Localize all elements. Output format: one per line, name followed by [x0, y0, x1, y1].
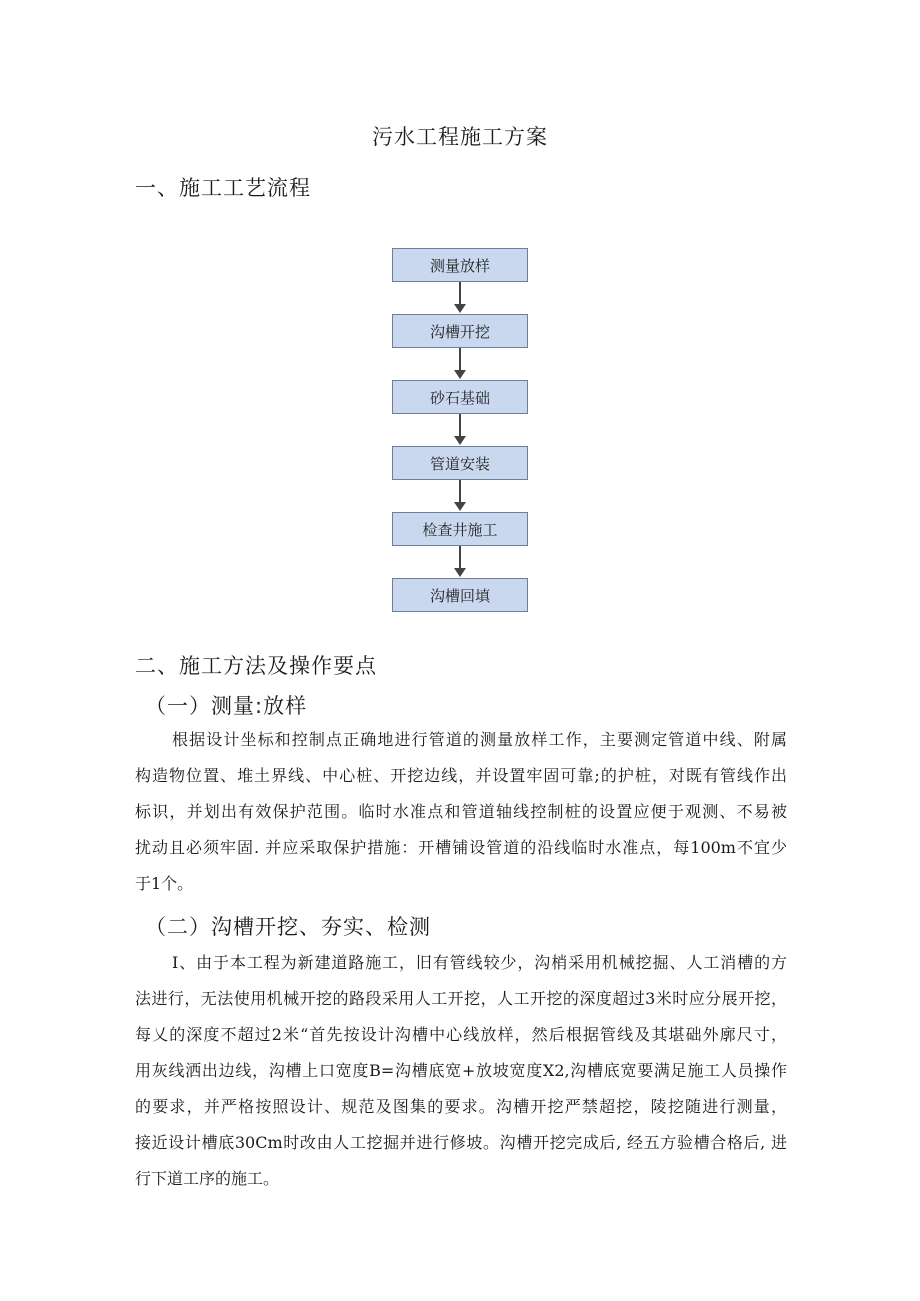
paragraph-line: 标识，并划出有效保护范围。临时水准点和管道轴线控制桩的设置应便于观测、不易被 — [135, 802, 787, 821]
flow-step-pipe-installation: 管道安装 — [392, 446, 528, 480]
subsection-heading-survey: （一）测量:放样 — [145, 694, 308, 718]
document-title: 污水工程施工方案 — [372, 125, 548, 149]
paragraph-survey — [135, 722, 787, 902]
paragraph-line: 于1个。 — [135, 874, 194, 893]
paragraph-trench — [135, 945, 787, 1197]
paragraph-line: 扰动且必须牢固. 并应采取保护措施：开槽铺设管道的沿线临时水准点，每100m不宜少 — [135, 838, 787, 857]
flow-arrow — [458, 480, 462, 512]
subsection-heading-trench: （二）沟槽开挖、夯实、检测 — [145, 915, 431, 939]
paragraph-line: 根据设计坐标和控制点正确地进行管道的测量放样工作，主要测定管道中线、附属 — [172, 730, 787, 749]
section-heading-methods: 二、施工方法及操作要点 — [135, 654, 377, 678]
paragraph-line: 的要求，并严格按照设计、规范及图集的要求。沟槽开挖严禁超挖，陵挖随进行测量， — [135, 1097, 787, 1116]
process-flowchart — [392, 248, 530, 612]
flow-arrow — [458, 282, 462, 314]
flow-arrow — [458, 348, 462, 380]
paragraph-line: I、由于本工程为新建道路施工，旧有管线较少，沟梢采用机械挖掘、人工消槽的方 — [172, 953, 787, 972]
flow-arrow — [458, 414, 462, 446]
flow-step-trench-excavation: 沟槽开挖 — [392, 314, 528, 348]
section-heading-process-flow: 一、施工工艺流程 — [135, 176, 311, 200]
paragraph-line: 接近设计槽底30Cm时改由人工挖掘并进行修坡。沟槽开挖完成后, 经五方验槽合格后, 进 — [135, 1133, 787, 1152]
flow-step-trench-backfill: 沟槽回填 — [392, 578, 528, 612]
flow-step-manhole-construction: 检查井施工 — [392, 512, 528, 546]
paragraph-line: 用灰线洒出边线，沟槽上口宽度B=沟槽底宽+放坡宽度X2,沟槽底宽要满足施工人员操作 — [135, 1061, 787, 1080]
paragraph-line: 法进行，无法使用机械开挖的路段采用人工开挖，人工开挖的深度超过3米时应分展开挖， — [135, 989, 787, 1008]
paragraph-line: 构造物位置、堆土界线、中心桩、开挖边线，并设置牢固可靠;的护桩，对既有管线作出 — [135, 766, 787, 785]
paragraph-line: 每乂的深度不超过2米“首先按设计沟槽中心线放样，然后根据管线及其堪础外廓尺寸， — [135, 1025, 787, 1044]
flow-step-gravel-base: 砂石基础 — [392, 380, 528, 414]
paragraph-line: 行下道工序的施工。 — [135, 1169, 280, 1188]
flow-step-survey: 测量放样 — [392, 248, 528, 282]
flow-arrow — [458, 546, 462, 578]
